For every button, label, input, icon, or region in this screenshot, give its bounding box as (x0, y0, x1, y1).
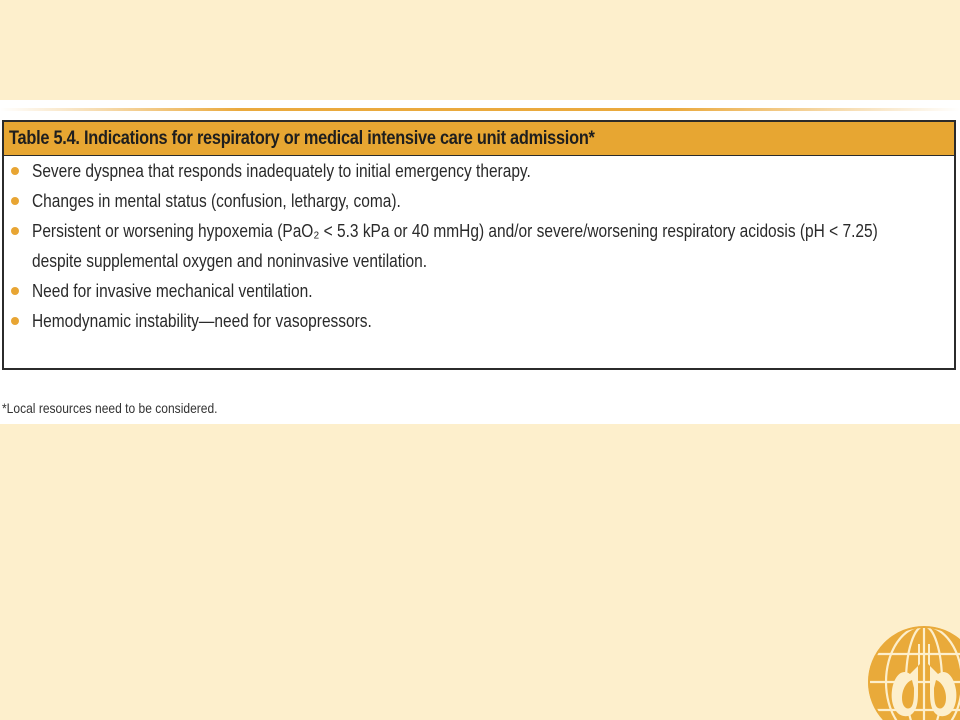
table-header (4, 122, 954, 156)
list-item-text: Severe dyspnea that responds inadequately to initial emergency therapy. (32, 161, 531, 181)
bullet-dot-icon (11, 287, 19, 295)
list-item (4, 216, 954, 276)
list-item-text: Persistent or worsening hypoxemia (PaO₂ < 5.3 kPa or 40 mmHg) and/or severe/worsening respiratory acidosis (pH < 7.25) (32, 221, 878, 241)
bullet-dot-icon (11, 197, 19, 205)
list-item-text: Need for invasive mechanical ventilation. (32, 281, 313, 301)
list-item (4, 186, 954, 216)
list-item-text-continued: despite supplemental oxygen and noninvasive ventilation. (32, 251, 428, 271)
indications-list (4, 156, 954, 336)
bullet-dot-icon (11, 227, 19, 235)
indications-table (2, 120, 956, 370)
table-footnote: *Local resources need to be considered. (2, 400, 218, 416)
header-divider-line (0, 108, 960, 111)
lungs-globe-logo-icon (866, 624, 960, 720)
bullet-dot-icon (11, 317, 19, 325)
bullet-dot-icon (11, 167, 19, 175)
list-item-text: Hemodynamic instability—need for vasopressors. (32, 311, 372, 331)
list-item (4, 276, 954, 306)
list-item-text: Changes in mental status (confusion, lethargy, coma). (32, 191, 401, 211)
list-item (4, 306, 954, 336)
table-title: Table 5.4. Indications for respiratory or medical intensive care unit admission* (9, 127, 595, 149)
list-item (4, 156, 954, 186)
